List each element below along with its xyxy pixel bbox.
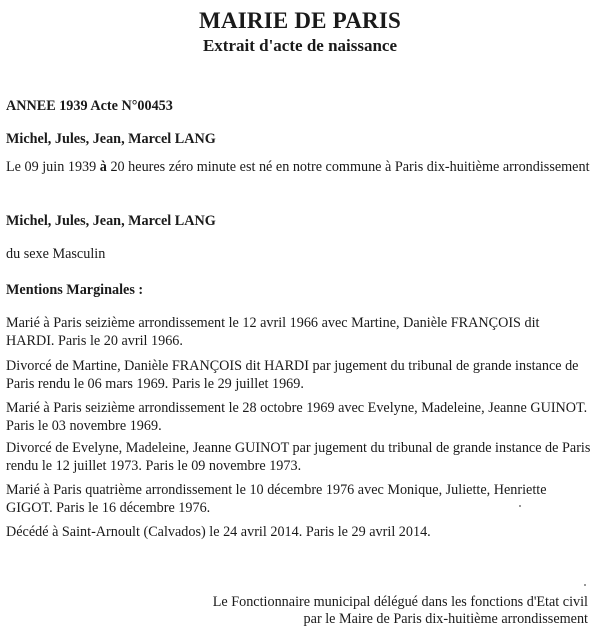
birth-text-post: 20 heures zéro minute est né en notre commune à Paris dix-huitième arrondissement <box>106 159 590 175</box>
signature-line-2: par le Maire de Paris dix-huitième arrondissement <box>303 611 588 627</box>
mentions-heading: Mentions Marginales : <box>6 282 144 298</box>
mention-item: Décédé à Saint-Arnoult (Calvados) le 24 avril 2014. Paris le 29 avril 2014. <box>6 524 431 540</box>
document-subtitle: Extrait d'acte de naissance <box>202 36 398 55</box>
act-reference: ANNEE 1939 Acte N°00453 <box>6 98 173 114</box>
birth-statement <box>6 158 591 176</box>
birth-text-bold: à <box>99 159 107 175</box>
birth-text-pre: Le 09 juin 1939 <box>6 159 100 175</box>
sex-line: du sexe Masculin <box>6 246 106 262</box>
document-title: MAIRIE DE PARIS <box>199 8 401 33</box>
mention-item: Marié à Paris seizième arrondissement le 12 avril 1966 avec Martine, Danièle FRANÇOIS dit HARDI. Paris le 20 avril 1966. <box>6 315 540 349</box>
scan-speck <box>519 505 521 507</box>
signature-line-1: Le Fonctionnaire municipal délégué dans les fonctions d'Etat civil <box>212 594 588 610</box>
mention-item: Marié à Paris quatrième arrondissement le 10 décembre 1976 avec Monique, Juliette, Henriette GIGOT. Paris le 16 décembre 1976. <box>6 482 547 516</box>
mention-item: Marié à Paris seizième arrondissement le 28 octobre 1969 avec Evelyne, Madeleine, Jeanne GUINOT. Paris le 03 novembre 1969. <box>6 400 588 434</box>
scan-speck <box>584 584 586 586</box>
person-name: Michel, Jules, Jean, Marcel LANG <box>6 213 216 229</box>
mention-item: Divorcé de Evelyne, Madeleine, Jeanne GUINOT par jugement du tribunal de grande instance de Paris rendu le 12 juillet 1973. Paris le 09 novembre 1973. <box>6 440 591 474</box>
mention-item: Divorcé de Martine, Danièle FRANÇOIS dit HARDI par jugement du tribunal de grande instance de Paris rendu le 06 mars 1969. Paris le 29 juillet 1969. <box>6 358 579 392</box>
person-name-heading: Michel, Jules, Jean, Marcel LANG <box>6 131 216 147</box>
